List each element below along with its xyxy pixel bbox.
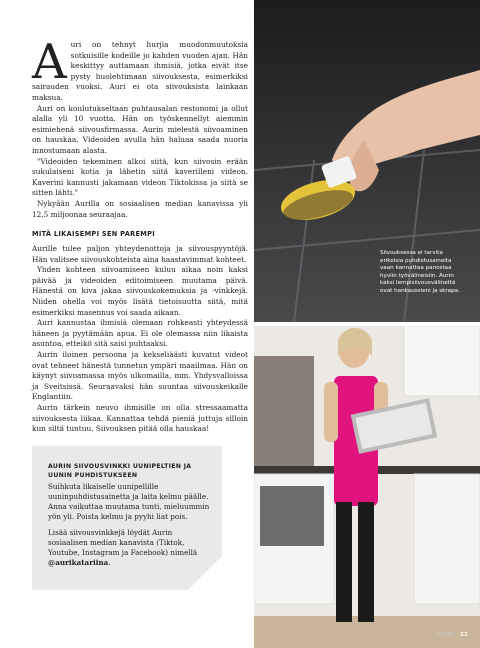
tip-more-lead: Lisää siivousvinkkejä löydät Aurin sosiaalisen median kanavista (Tiktok, Youtube, Instagram ja Facebook) nimellä: [48, 528, 198, 557]
drop-cap: A: [32, 34, 67, 90]
paragraph-4: Nykyään Aurilla on sosiaalisen median kanavissa yli 12,5 miljoonaa seuraajaa.: [32, 198, 248, 219]
tip-more-suffix: .: [108, 558, 111, 567]
paragraph-6: Yhden kohteen siivoamiseen kuluu aikaa noin kaksi päivää ja videoiden editoimiseen muutama päivä. Hänestä on kiva jakaa siivouskokemuksia ja -vinkkejä. Niiden ohella voi myös lisätä tietoisuutta siitä, mitä esimerkiksi masennus voi saada aikaan.: [32, 265, 248, 317]
lead-text: [32, 34, 248, 220]
photo-scrubbing-tiles: [254, 0, 480, 322]
social-handle: @aurikatariina: [48, 558, 109, 567]
paragraph-9: Aurin tärkein neuvo ihmisille on olla stressaamatta siivouksesta liikaa. Kannattaa tehdä pieniä juttuja silloin kun siltä tuntuu. Siivouksen pitää olla hauskaa!: [32, 403, 248, 434]
paragraph-1: uri on tehnyt hurjia muodonmuutoksia sotkuisille kodeille jo kahden vuoden ajan. Hän keskittyy auttamaan ihmisiä, jotka eivät itse pysty huolehtimaan siivouksesta, esimerkiksi sairauden vuoksi. Auri ei ota siivouksista lainkaan maksua.: [32, 40, 248, 102]
tip-text: Suihkuta likaiselle uunipellille uuninpuhdistusainetta ja laita kelmu päälle. Anna vaikuttaa muutama tunti, mieluummin yön yli. Poista kelmu ja pyyhi liat pois.: [48, 482, 210, 521]
tip-box-corner-fold: [188, 556, 222, 590]
kitchen-illustration: [254, 326, 480, 648]
paragraph-8: Aurin iloinen persoona ja kekseliäästi kuvatut videot ovat tehneet hänestä tunnetun ympäri maailmaa. Hän on käynyt siivoamassa myös ulkomailla, mm. Yhdysvalloissa ja Sveitsissä. Seuraavaksi hän suuntaa siivouskeikalle Englantiin.: [32, 350, 248, 402]
section-subhead: MITÄ LIKAISEMPI SEN PAREMPI: [32, 230, 156, 239]
page-footer: [436, 632, 468, 638]
photo-caption: Siivouksessa ei tarvita erikoisia puhdistusaineita vaan kannattaa panostaa hyviin työvälineisiin. Aurin kaksi lempisiivousvälinettä ovat hankaussieni ja skrapa.: [380, 250, 460, 294]
tip-box-title: [48, 462, 212, 480]
second-section-text: [32, 244, 248, 435]
footer-section: SUOMI: [435, 632, 455, 638]
photo-auri-kitchen: [254, 326, 480, 648]
paragraph-2: Auri on koulutukseltaan puhtausalan restonomi ja ollut alalla yli 10 vuotta. Hän on työskennellyt aiemmin esimiehenä siivousfirmassa. Aurin mielestä siivoaminen on hauskaa. Videoiden avulla hän haluaa saada nuoria innostumaan alasta.: [32, 103, 248, 155]
page-number: 21: [460, 632, 468, 638]
article-column: [32, 34, 248, 435]
paragraph-5: Aurille tulee paljon yhteydenottoja ja siivouspyyntöjä. Hän valitsee siivouskohteista aina haastavimmat kohteet.: [32, 244, 248, 264]
tip-title-line-2: UUNIN PUHDISTUKSEEN: [48, 472, 138, 479]
tip-title-line-1: AURIN SIIVOUSVINKKI UUNIPELTIEN JA: [48, 463, 192, 470]
paragraph-7: Auri kannustaa ihmisiä olemaan rohkeasti yhteydessä häneen ja pyytämään apua. Ei ole olemassa niin likaista asuntoa, etteikö sitä saisi puhtaaksi.: [32, 318, 248, 349]
paragraph-3: "Videoiden tekeminen alkoi siitä, kun siivosin erään sukulaiseni kotia ja lähetin siitä kaverilleni videon. Kaverini kannusti jakamaan videon Tiktokissa ja siitä se sitten lähti.": [32, 156, 248, 198]
